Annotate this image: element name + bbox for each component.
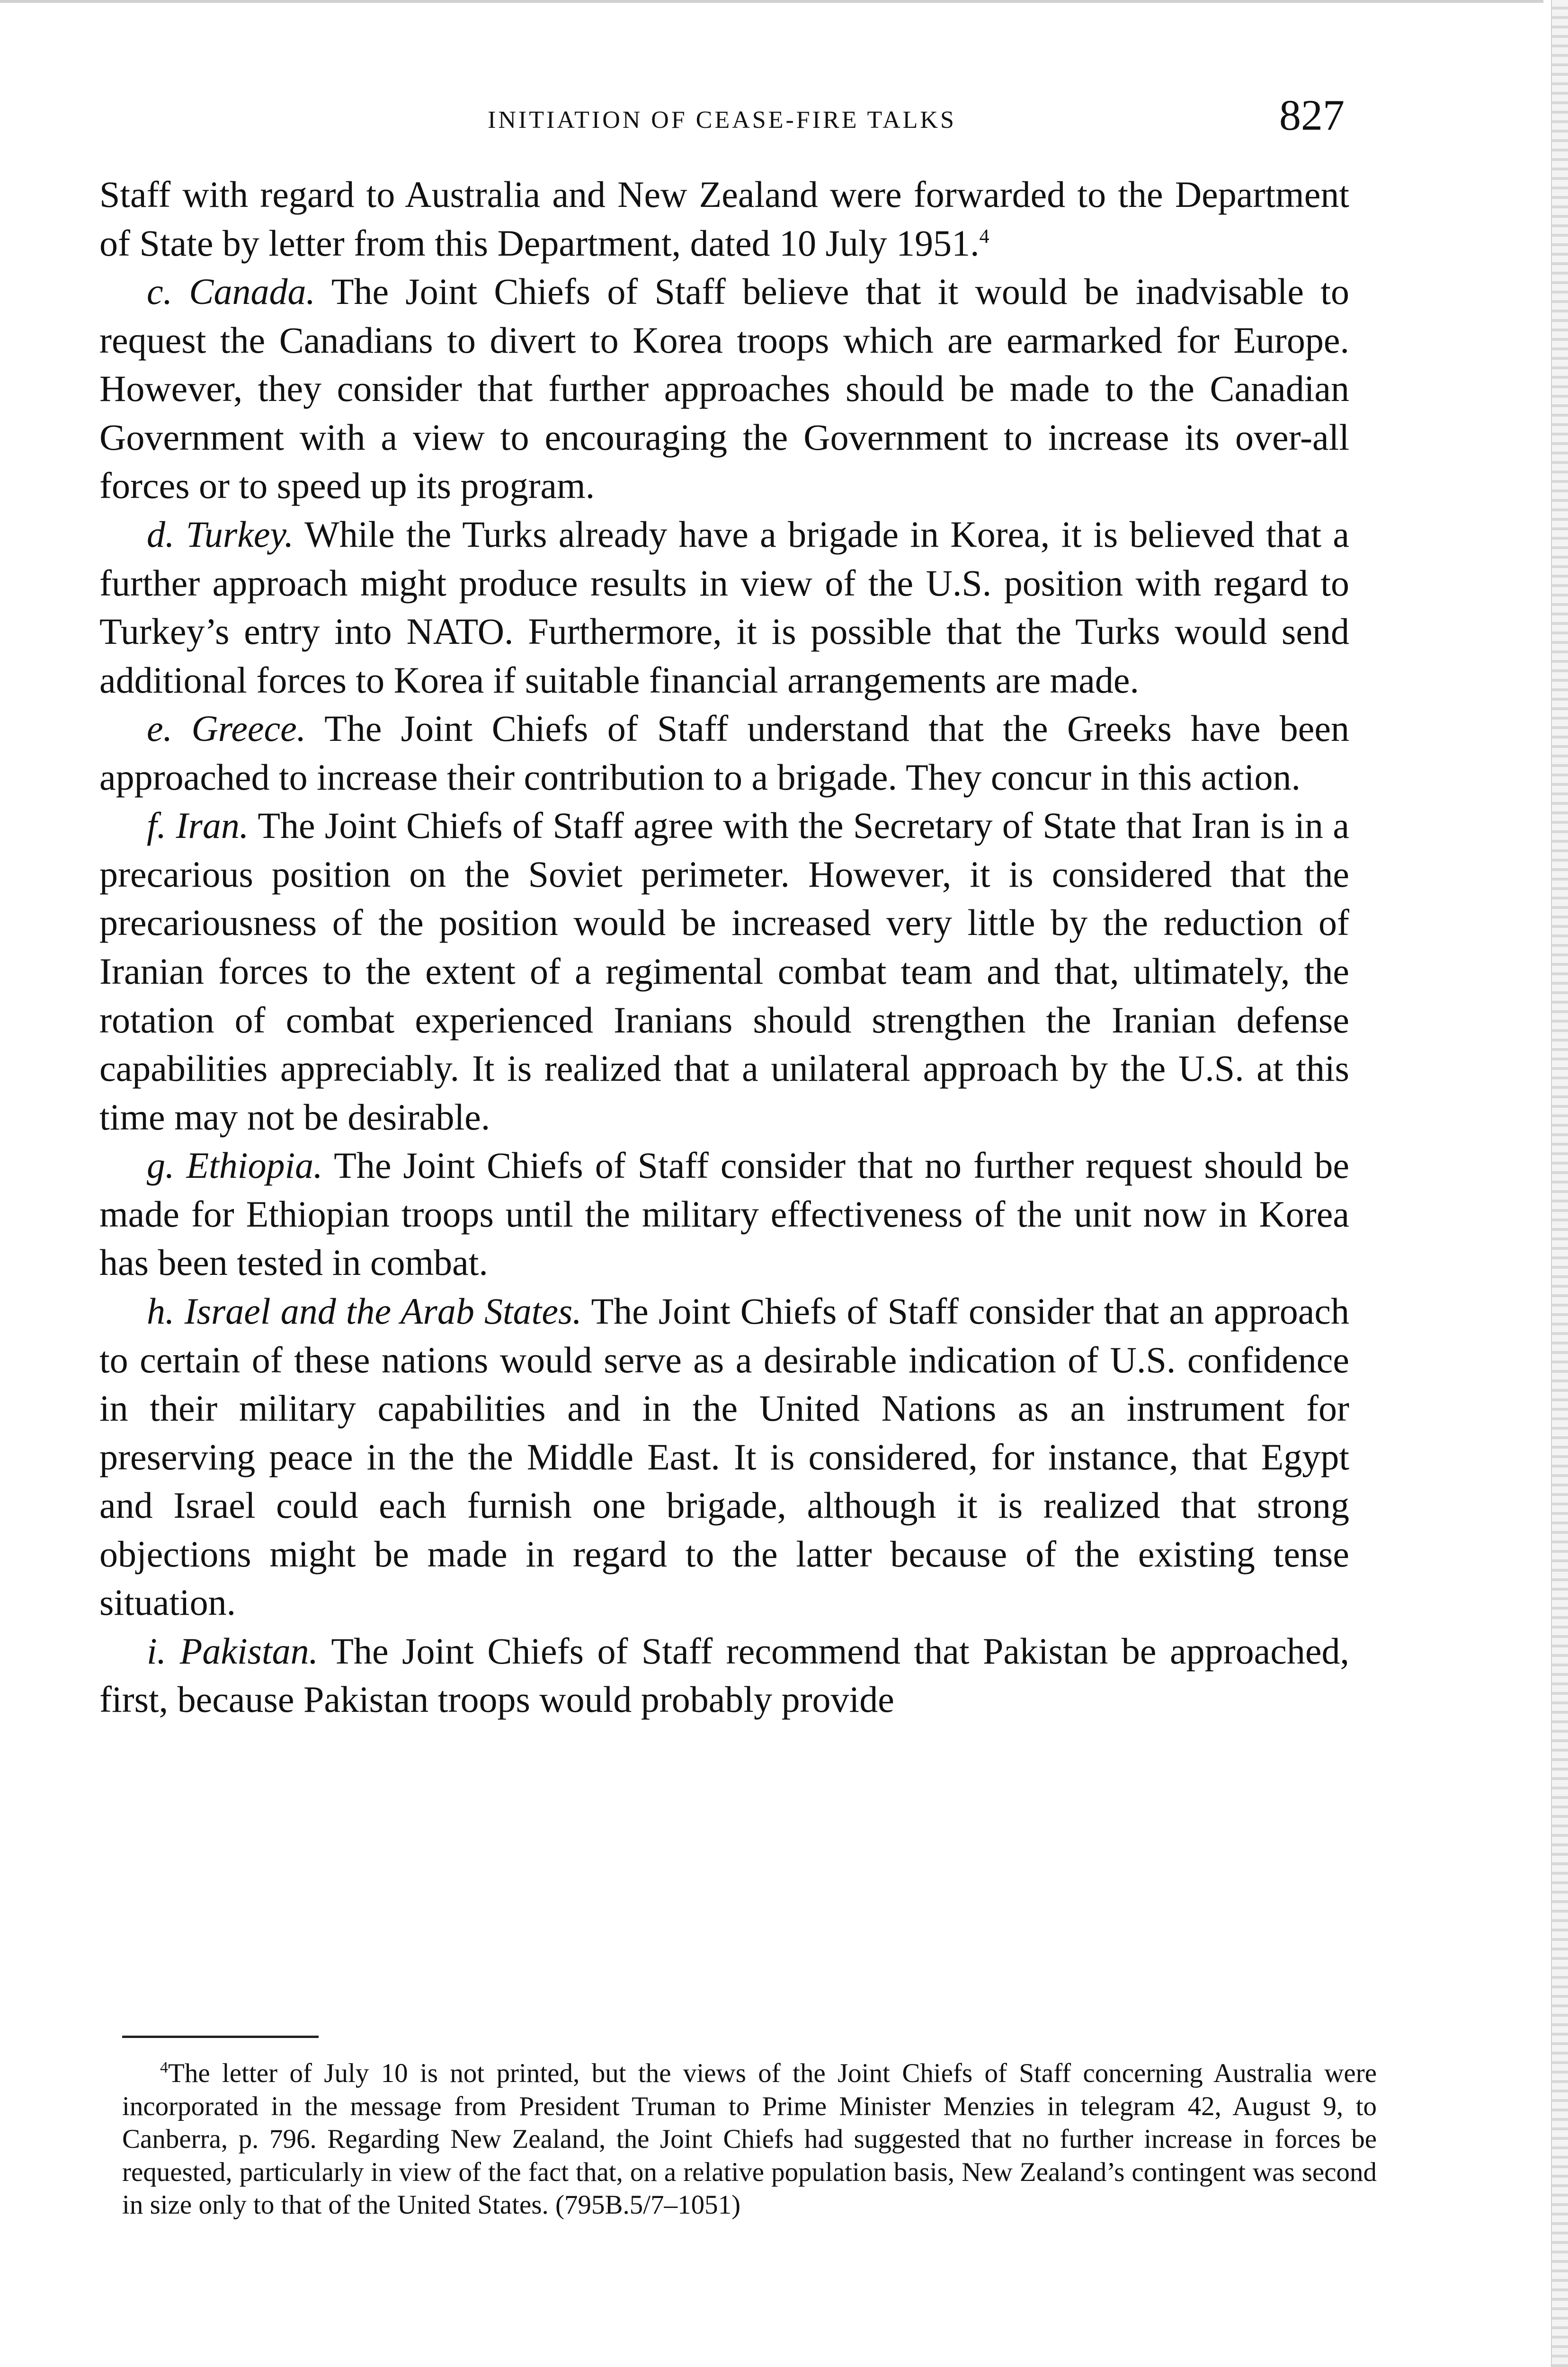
footnote-marker: 4: [160, 2059, 168, 2076]
page-number: 827: [1279, 91, 1345, 139]
intro-text: Staff with regard to Australia and New Zealand were forwarded to the Department of State by letter from this Department, dated 10 July 1951.: [99, 174, 1349, 264]
paragraph-label: d. Turkey.: [147, 513, 294, 555]
paragraph-ethiopia: [99, 1141, 1349, 1287]
footnote: [122, 2057, 1377, 2222]
paragraph-label: g. Ethiopia.: [147, 1145, 323, 1186]
footnote-reference: 4: [979, 225, 989, 248]
page-header: [99, 90, 1345, 147]
paragraph-pakistan: [99, 1627, 1349, 1724]
binding-edge: [1551, 0, 1568, 2367]
paragraph-text: The Joint Chiefs of Staff agree with the Secretary of State that Iran is in a precarious position on the Soviet perimeter. However, it is considered that the precariousness of the position would be increased very little by the reduction of Iranian forces to the extent of a regimental combat team and that, ultimately, the rotation of combat experienced Iranians should strengthen the Iranian defense capabilities appreciably. It is realized that a unilateral approach by the U.S. at this time may not be desirable.: [99, 805, 1349, 1138]
paragraph-iran: [99, 801, 1349, 1141]
paragraph-label: i. Pakistan.: [147, 1630, 319, 1672]
paragraph-canada: [99, 267, 1349, 510]
paragraph-text: The Joint Chiefs of Staff understand that the Greeks have been approached to increase their contribution to a brigade. They concur in this action.: [99, 708, 1349, 798]
paragraph-label: f. Iran.: [147, 805, 249, 846]
top-edge-rule: [0, 0, 1543, 3]
paragraph-label: e. Greece.: [147, 708, 306, 749]
paragraph-label: c. Canada.: [147, 271, 315, 312]
paragraph-text: The Joint Chiefs of Staff consider that no further request should be made for Ethiopian troops until the military effectiveness of the unit now in Korea has been tested in combat.: [99, 1145, 1349, 1283]
paragraph-text: While the Turks already have a brigade in Korea, it is believed that a further approach might produce results in view of the U.S. position with regard to Turkey’s entry into NATO. Furthermore, it is possible that the Turks would send additional forces to Korea if suitable financial arrangements are made.: [99, 513, 1349, 701]
footnote-text: The letter of July 10 is not printed, but the views of the Joint Chiefs of Staff concerning Australia were incorporated in the message from President Truman to Prime Minister Menzies in telegram 42, August 9, to Canberra, p. 796. Regarding New Zealand, the Joint Chiefs had suggested that no further increase in forces be requested, particularly in view of the fact that, on a relative population basis, New Zealand’s contingent was second in size only to that of the United States. (795B.5/7–1051): [122, 2058, 1377, 2220]
intro-paragraph: [99, 170, 1349, 267]
paragraph-israel-arab-states: [99, 1287, 1349, 1627]
running-head: INITIATION OF CEASE-FIRE TALKS: [488, 107, 956, 133]
paragraph-text: The Joint Chiefs of Staff believe that it would be inadvisable to request the Canadians to divert to Korea troops which are earmarked for Europe. However, they consider that further approaches should be made to the Canadian Government with a view to encouraging the Government to increase its over-all forces or to speed up its program.: [99, 271, 1349, 507]
paragraph-label: h. Israel and the Arab States.: [147, 1290, 582, 1332]
paragraph-turkey: [99, 510, 1349, 704]
paragraph-greece: [99, 704, 1349, 801]
footnote-rule: [122, 2036, 319, 2038]
paragraph-text: The Joint Chiefs of Staff recommend that Pakistan be approached, first, because Pakistan troops would probably provide: [99, 1630, 1349, 1720]
body-text: [99, 170, 1349, 1724]
paragraph-text: The Joint Chiefs of Staff consider that an approach to certain of these nations would serve as a desirable indication of U.S. confidence in their military capabilities and in the United Nations as an instrument for preserving peace in the the Middle East. It is considered, for instance, that Egypt and Israel could each furnish one brigade, although it is realized that strong objections might be made in regard to the latter because of the existing tense situation.: [99, 1290, 1349, 1623]
